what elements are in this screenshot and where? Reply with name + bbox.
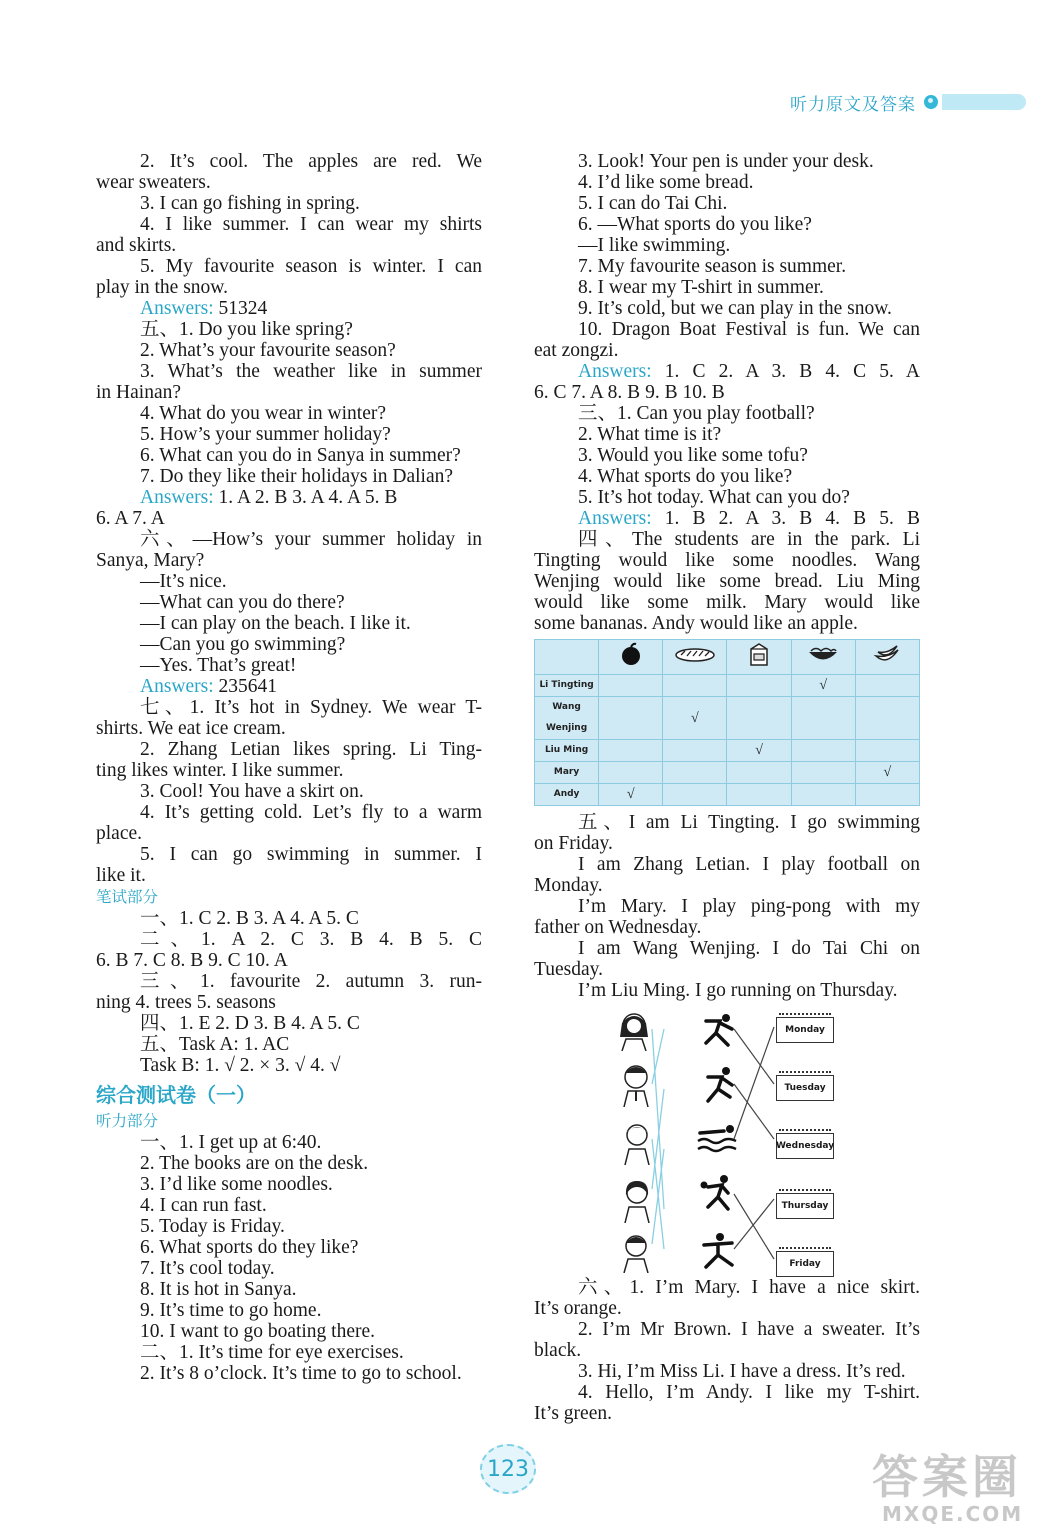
food-chart-cell bbox=[599, 675, 663, 697]
line-text: 2. It’s 8 o’clock. It’s time to go to school. bbox=[140, 1363, 462, 1384]
watermark bbox=[872, 1452, 1023, 1526]
answer-line bbox=[96, 487, 482, 508]
text-line bbox=[96, 823, 482, 844]
text-line bbox=[534, 980, 920, 1001]
line-text: ning 4. trees 5. seasons bbox=[96, 992, 276, 1013]
answers-label: Answers: bbox=[578, 361, 652, 382]
text-line bbox=[96, 382, 482, 403]
line-text: wear sweaters. bbox=[96, 172, 211, 193]
line-text: 三、1. favourite 2. autumn 3. run- bbox=[140, 971, 482, 992]
text-line bbox=[96, 1363, 482, 1384]
line-text: Wenjing would like some bread. Liu Ming bbox=[534, 571, 920, 592]
text-line bbox=[96, 739, 482, 760]
header-title: 听力原文及答案 bbox=[790, 94, 916, 115]
line-text: I am Wang Wenjing. I do Tai Chi on bbox=[578, 938, 920, 959]
food-chart-student-name: Mary bbox=[535, 762, 599, 784]
food-chart-cell bbox=[663, 784, 727, 806]
food-chart-student-name: Liu Ming bbox=[535, 740, 599, 762]
text-line bbox=[534, 1340, 920, 1361]
day-card-thursday: Thursday bbox=[776, 1193, 834, 1219]
line-text: 3. Hi, I’m Miss Li. I have a dress. It’s red. bbox=[578, 1361, 906, 1382]
food-chart-cell bbox=[663, 675, 727, 697]
food-chart-cell bbox=[791, 740, 855, 762]
text-line bbox=[534, 403, 920, 424]
text-line bbox=[96, 256, 482, 277]
football-pictogram-icon bbox=[698, 1011, 738, 1051]
food-chart-cell: √ bbox=[791, 675, 855, 697]
day-card-monday: Monday bbox=[776, 1017, 834, 1043]
food-chart-cell bbox=[599, 697, 663, 740]
text-line bbox=[534, 1319, 920, 1340]
answer-line bbox=[534, 361, 920, 382]
line-text: 3. What’s the weather like in summer bbox=[140, 361, 482, 382]
text-line bbox=[534, 613, 920, 634]
line-text: 3. Look! Your pen is under your desk. bbox=[578, 151, 874, 172]
text-line bbox=[534, 466, 920, 487]
text-line bbox=[96, 1237, 482, 1258]
line-text: 二、1. A 2. C 3. B 4. B 5. C bbox=[140, 929, 482, 950]
line-text: 一、1. C 2. B 3. A 4. A 5. C bbox=[140, 908, 359, 929]
text-line bbox=[96, 172, 482, 193]
apple-icon bbox=[599, 640, 663, 675]
text-line bbox=[96, 655, 482, 676]
line-text: some bananas. Andy would like an apple. bbox=[534, 613, 858, 634]
text-line bbox=[96, 1055, 482, 1076]
text-line bbox=[534, 235, 920, 256]
line-text: —I can play on the beach. I like it. bbox=[140, 613, 411, 634]
text-line bbox=[96, 1110, 482, 1132]
food-chart-cell bbox=[791, 697, 855, 740]
text-line bbox=[96, 718, 482, 739]
line-text: 9. It’s time to go home. bbox=[140, 1300, 322, 1321]
food-chart-cell bbox=[855, 675, 919, 697]
line-text: 2. The books are on the desk. bbox=[140, 1153, 369, 1174]
line-text: 一、1. I get up at 6:40. bbox=[140, 1132, 322, 1153]
food-chart-cell: √ bbox=[663, 697, 727, 740]
food-chart-table bbox=[534, 639, 920, 806]
day-card-wednesday: Wednesday bbox=[776, 1133, 834, 1159]
text-line bbox=[96, 613, 482, 634]
boy-liu-ming-icon bbox=[618, 1231, 654, 1273]
line-text: 1. A 2. B 3. A 4. A 5. B bbox=[213, 487, 398, 508]
text-line bbox=[96, 929, 482, 950]
food-chart-corner bbox=[535, 640, 599, 675]
food-chart-cell: √ bbox=[599, 784, 663, 806]
running-pictogram-icon bbox=[698, 1065, 738, 1105]
girl-wang-wenjing-icon bbox=[620, 1177, 654, 1223]
line-text: 10. Dragon Boat Festival is fun. We can bbox=[578, 319, 920, 340]
page-number: 123 bbox=[480, 1444, 536, 1494]
food-chart-student-name: Andy bbox=[535, 784, 599, 806]
text-line bbox=[96, 214, 482, 235]
text-line bbox=[96, 1132, 482, 1153]
line-text: 三、1. Can you play football? bbox=[578, 403, 815, 424]
line-text: on Friday. bbox=[534, 833, 613, 854]
right-bottom-text bbox=[534, 1277, 920, 1424]
text-line bbox=[534, 424, 920, 445]
text-line bbox=[96, 1174, 482, 1195]
text-line bbox=[96, 1300, 482, 1321]
answers-label: Answers: bbox=[140, 487, 214, 508]
answers-label: Answers: bbox=[578, 508, 652, 529]
line-text: 4. It’s getting cold. Let’s fly to a warm bbox=[140, 802, 482, 823]
text-line bbox=[534, 529, 920, 550]
line-text: Monday. bbox=[534, 875, 603, 896]
food-chart-row bbox=[535, 740, 920, 762]
line-text: 五、I am Li Tingting. I go swimming bbox=[578, 812, 920, 833]
text-line bbox=[534, 854, 920, 875]
matching-exercise bbox=[534, 1009, 920, 1271]
line-text: —Yes. That’s great! bbox=[140, 655, 297, 676]
text-line bbox=[534, 1403, 920, 1424]
text-line bbox=[96, 1195, 482, 1216]
answer-line bbox=[534, 508, 920, 529]
line-text: 7. My favourite season is summer. bbox=[578, 256, 847, 277]
line-text: 6. What sports do they like? bbox=[140, 1237, 359, 1258]
line-text: 8. I wear my T-shirt in summer. bbox=[578, 277, 824, 298]
food-chart-cell bbox=[855, 697, 919, 740]
food-chart-row bbox=[535, 697, 920, 740]
text-line bbox=[96, 529, 482, 550]
text-line bbox=[534, 340, 920, 361]
text-line bbox=[96, 950, 482, 971]
right-column bbox=[534, 151, 920, 1424]
food-chart-cell bbox=[663, 740, 727, 762]
text-line bbox=[534, 571, 920, 592]
text-line bbox=[534, 193, 920, 214]
text-line bbox=[534, 487, 920, 508]
line-text: 六、1. I’m Mary. I have a nice skirt. bbox=[578, 1277, 920, 1298]
line-text: Sanya, Mary? bbox=[96, 550, 205, 571]
text-line bbox=[96, 403, 482, 424]
line-text: 听力部分 bbox=[96, 1112, 159, 1130]
line-text: —Can you go swimming? bbox=[140, 634, 346, 655]
line-text: 4. I like summer. I can wear my shirts bbox=[140, 214, 482, 235]
text-line bbox=[534, 172, 920, 193]
line-text: 四、1. E 2. D 3. B 4. A 5. C bbox=[140, 1013, 360, 1034]
answers-label: Answers: bbox=[140, 676, 214, 697]
food-chart-cell bbox=[791, 762, 855, 784]
answer-line bbox=[96, 676, 482, 697]
watermark-logo-text: 答案圈 bbox=[872, 1450, 1022, 1504]
text-line bbox=[96, 1279, 482, 1300]
food-chart-cell bbox=[599, 762, 663, 784]
line-text: 7. It’s cool today. bbox=[140, 1258, 275, 1279]
bread-icon bbox=[663, 640, 727, 675]
text-line bbox=[534, 917, 920, 938]
line-text: It’s orange. bbox=[534, 1298, 622, 1319]
header-bulb-icon bbox=[924, 95, 938, 109]
text-line bbox=[96, 760, 482, 781]
line-text: 2. Zhang Letian likes spring. Li Ting- bbox=[140, 739, 482, 760]
line-text: 4. What do you wear in winter? bbox=[140, 403, 387, 424]
line-text: 二、1. It’s time for eye exercises. bbox=[140, 1342, 404, 1363]
line-text: 6. —What sports do you like? bbox=[578, 214, 812, 235]
line-text: —It’s nice. bbox=[140, 571, 227, 592]
text-line bbox=[534, 592, 920, 613]
line-text: I’m Liu Ming. I go running on Thursday. bbox=[578, 980, 898, 1001]
line-text: 2. What time is it? bbox=[578, 424, 722, 445]
line-text: 7. Do they like their holidays in Dalian? bbox=[140, 466, 454, 487]
text-line bbox=[96, 865, 482, 886]
text-line bbox=[96, 571, 482, 592]
line-text: 4. What sports do you like? bbox=[578, 466, 793, 487]
line-text: in Hainan? bbox=[96, 382, 182, 403]
swimming-pictogram-icon bbox=[694, 1121, 740, 1155]
text-line bbox=[96, 340, 482, 361]
food-chart-student-name: Wang Wenjing bbox=[535, 697, 599, 740]
girl-mary-icon bbox=[620, 1119, 654, 1165]
line-text: 四、The students are in the park. Li bbox=[578, 529, 920, 550]
right-top-text bbox=[534, 151, 920, 634]
food-chart-cell bbox=[663, 762, 727, 784]
line-text: 5. How’s your summer holiday? bbox=[140, 424, 391, 445]
tai-chi-pictogram-icon bbox=[698, 1231, 738, 1271]
text-line bbox=[534, 319, 920, 340]
text-line bbox=[534, 938, 920, 959]
text-line bbox=[534, 256, 920, 277]
text-line bbox=[96, 844, 482, 865]
line-text: —What can you do there? bbox=[140, 592, 345, 613]
text-line bbox=[534, 1298, 920, 1319]
line-text: 9. It’s cold, but we can play in the snow. bbox=[578, 298, 892, 319]
line-text: 笔试部分 bbox=[96, 888, 159, 906]
line-text: and skirts. bbox=[96, 235, 177, 256]
text-line bbox=[96, 1258, 482, 1279]
line-text: 5. It’s hot today. What can you do? bbox=[578, 487, 850, 508]
text-line bbox=[534, 214, 920, 235]
line-text: 五、Task A: 1. AC bbox=[140, 1034, 290, 1055]
food-chart-cell: √ bbox=[727, 740, 791, 762]
line-text: like it. bbox=[96, 865, 146, 886]
text-line bbox=[96, 1082, 482, 1108]
line-text: It’s green. bbox=[534, 1403, 612, 1424]
text-line bbox=[534, 959, 920, 980]
line-text: eat zongzi. bbox=[534, 340, 619, 361]
noodles-icon bbox=[791, 640, 855, 675]
line-text: 综合测试卷（一） bbox=[96, 1083, 256, 1107]
text-line bbox=[96, 235, 482, 256]
line-text: 1. C 2. A 3. B 4. C 5. A bbox=[651, 361, 920, 382]
text-line bbox=[96, 781, 482, 802]
food-chart-cell bbox=[727, 762, 791, 784]
bananas-icon bbox=[855, 640, 919, 675]
line-text: 4. I can run fast. bbox=[140, 1195, 267, 1216]
line-text: would like some milk. Mary would like bbox=[534, 592, 920, 613]
day-card-tuesday: Tuesday bbox=[776, 1075, 834, 1101]
line-text: 3. Cool! You have a skirt on. bbox=[140, 781, 364, 802]
text-line bbox=[96, 1013, 482, 1034]
line-text: shirts. We eat ice cream. bbox=[96, 718, 286, 739]
text-line bbox=[96, 361, 482, 382]
text-line bbox=[534, 1277, 920, 1298]
line-text: 五、1. Do you like spring? bbox=[140, 319, 353, 340]
text-line bbox=[534, 550, 920, 571]
text-line bbox=[96, 1342, 482, 1363]
line-text: 5. My favourite season is winter. I can bbox=[140, 256, 482, 277]
line-text: 6. B 7. C 8. B 9. C 10. A bbox=[96, 950, 288, 971]
text-line bbox=[96, 193, 482, 214]
text-line bbox=[96, 802, 482, 823]
text-line bbox=[96, 697, 482, 718]
line-text: 七、1. It’s hot in Sydney. We wear T- bbox=[140, 697, 482, 718]
answer-line bbox=[96, 298, 482, 319]
page-header bbox=[790, 88, 1026, 116]
text-line bbox=[96, 550, 482, 571]
text-line bbox=[534, 812, 920, 833]
line-text: 2. What’s your favourite season? bbox=[140, 340, 396, 361]
line-text: I am Zhang Letian. I play football on bbox=[578, 854, 920, 875]
line-text: 51324 bbox=[213, 298, 268, 319]
line-text: 2. It’s cool. The apples are red. We bbox=[140, 151, 482, 172]
line-text: Tuesday. bbox=[534, 959, 603, 980]
food-chart-student-name: Li Tingting bbox=[535, 675, 599, 697]
food-chart-cell: √ bbox=[855, 762, 919, 784]
text-line bbox=[534, 1361, 920, 1382]
text-line bbox=[534, 445, 920, 466]
line-text: 5. I can go swimming in summer. I bbox=[140, 844, 482, 865]
line-text: 1. B 2. A 3. B 4. B 5. B bbox=[651, 508, 920, 529]
text-line bbox=[96, 971, 482, 992]
line-text: Task B: 1. √ 2. × 3. √ 4. √ bbox=[140, 1055, 341, 1076]
left-column bbox=[96, 151, 482, 1384]
line-text: black. bbox=[534, 1340, 582, 1361]
line-text: 6. C 7. A 8. B 9. B 10. B bbox=[534, 382, 725, 403]
line-text: Tingting would like some noodles. Wang bbox=[534, 550, 920, 571]
text-line bbox=[96, 592, 482, 613]
line-text: 4. Hello, I’m Andy. I like my T-shirt. bbox=[578, 1382, 920, 1403]
text-line bbox=[96, 466, 482, 487]
line-text: 六、—How’s your summer holiday in bbox=[140, 529, 482, 550]
line-text: 6. What can you do in Sanya in summer? bbox=[140, 445, 461, 466]
food-chart-row bbox=[535, 784, 920, 806]
food-chart-cell bbox=[599, 740, 663, 762]
line-text: 235641 bbox=[213, 676, 278, 697]
text-line bbox=[96, 1034, 482, 1055]
text-line bbox=[534, 875, 920, 896]
line-text: 5. I can do Tai Chi. bbox=[578, 193, 728, 214]
food-chart-cell bbox=[727, 784, 791, 806]
text-line bbox=[96, 634, 482, 655]
text-line bbox=[96, 508, 482, 529]
text-line bbox=[96, 151, 482, 172]
line-text: 3. I’d like some noodles. bbox=[140, 1174, 333, 1195]
right-middle-text bbox=[534, 812, 920, 1001]
line-text: —I like swimming. bbox=[578, 235, 731, 256]
food-chart-cell bbox=[727, 697, 791, 740]
boy-zhang-letian-icon bbox=[618, 1061, 654, 1107]
line-text: 5. Today is Friday. bbox=[140, 1216, 285, 1237]
text-line bbox=[96, 992, 482, 1013]
line-text: 3. Would you like some tofu? bbox=[578, 445, 808, 466]
line-text: 3. I can go fishing in spring. bbox=[140, 193, 360, 214]
line-text: place. bbox=[96, 823, 143, 844]
line-text: 8. It is hot in Sanya. bbox=[140, 1279, 297, 1300]
line-text: 10. I want to go boating there. bbox=[140, 1321, 376, 1342]
food-chart-cell bbox=[727, 675, 791, 697]
food-chart-cell bbox=[855, 784, 919, 806]
food-chart-header-row bbox=[535, 640, 920, 675]
day-card-friday: Friday bbox=[776, 1251, 834, 1277]
text-line bbox=[96, 424, 482, 445]
text-line bbox=[96, 908, 482, 929]
line-text: 4. I’d like some bread. bbox=[578, 172, 754, 193]
answers-label: Answers: bbox=[140, 298, 214, 319]
text-line bbox=[96, 886, 482, 908]
food-chart-cell bbox=[791, 784, 855, 806]
food-chart-cell bbox=[855, 740, 919, 762]
text-line bbox=[96, 1153, 482, 1174]
text-line bbox=[534, 1382, 920, 1403]
text-line bbox=[96, 1321, 482, 1342]
line-text: play in the snow. bbox=[96, 277, 228, 298]
line-text: 6. A 7. A bbox=[96, 508, 165, 529]
ping-pong-pictogram-icon bbox=[698, 1173, 738, 1213]
text-line bbox=[534, 833, 920, 854]
line-text: 2. I’m Mr Brown. I have a sweater. It’s bbox=[578, 1319, 920, 1340]
text-line bbox=[534, 298, 920, 319]
text-line bbox=[96, 1216, 482, 1237]
milk-icon bbox=[727, 640, 791, 675]
girl-li-tingting-icon bbox=[614, 1009, 654, 1051]
text-line bbox=[96, 445, 482, 466]
food-chart-row bbox=[535, 762, 920, 784]
text-line bbox=[534, 382, 920, 403]
line-text: ting likes winter. I like summer. bbox=[96, 760, 344, 781]
text-line bbox=[534, 151, 920, 172]
watermark-url: MXQE.COM bbox=[882, 1502, 1024, 1526]
line-text: I’m Mary. I play ping-pong with my bbox=[578, 896, 920, 917]
text-line bbox=[534, 277, 920, 298]
food-chart-row bbox=[535, 675, 920, 697]
text-line bbox=[534, 896, 920, 917]
line-text: father on Wednesday. bbox=[534, 917, 702, 938]
header-decoration-bar bbox=[942, 94, 1026, 110]
text-line bbox=[96, 319, 482, 340]
text-line bbox=[96, 277, 482, 298]
